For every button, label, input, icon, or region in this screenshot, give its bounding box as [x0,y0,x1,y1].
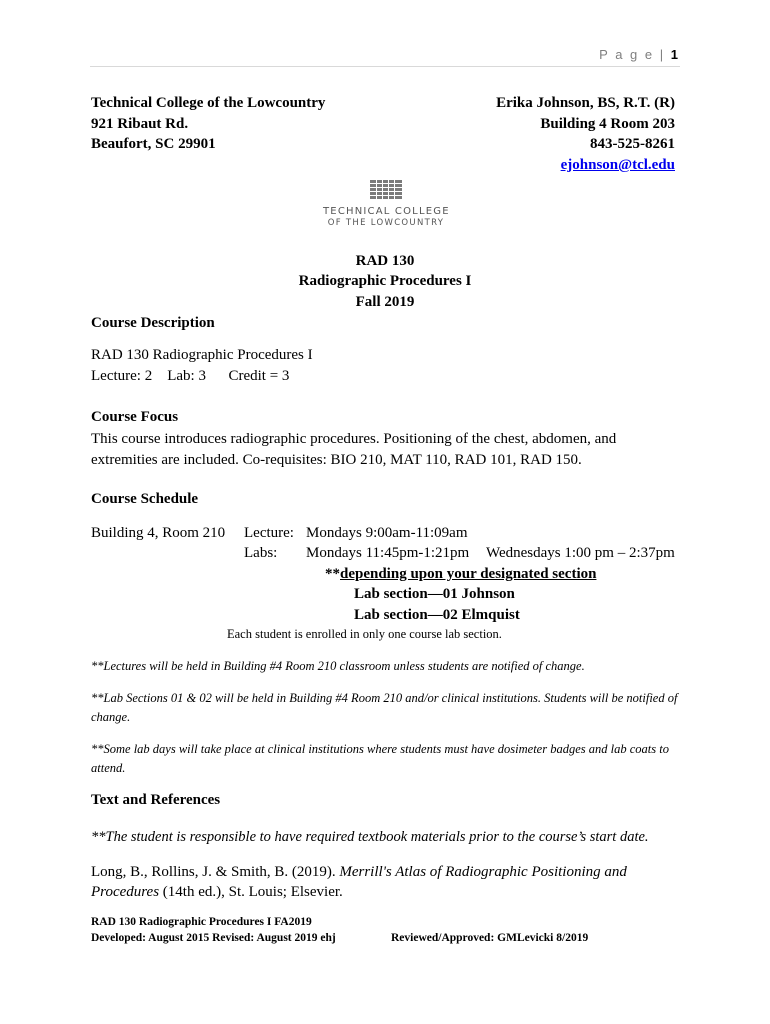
course-term: Fall 2019 [355,294,415,310]
textbook-responsibility-note: **The student is responsible to have required textbook materials prior to the course’s start date. [91,829,649,845]
college-logo [323,178,449,232]
labs-time-monday: Mondays 11:45pm-1:21pm [306,545,470,561]
clinical-note: **Some lab days will take place at clinical institutions where students must have dosimeter badges and lab coats to attend. [91,742,669,775]
section-note-prefix: ** [325,566,340,582]
reference-publisher: (14th ed.), St. Louis; Elsevier. [159,884,343,900]
footer-course-line: RAD 130 Radiographic Procedures I FA2019 [91,916,312,928]
course-code: RAD 130 [355,253,415,269]
page-number-header [599,47,678,62]
lab-section-02: Lab section—02 Elmquist [354,607,520,623]
lecture-time: Mondays 9:00am-11:09am [306,525,468,541]
instructor-email-link[interactable]: ejohnson@tcl.edu [560,157,675,173]
enrollment-note: Each student is enrolled in only one course lab section. [227,627,502,641]
lab-section-01: Lab section—01 Johnson [354,586,515,602]
labs-label: Labs: [244,545,278,561]
course-name: Radiographic Procedures I [298,273,472,289]
section-note [325,566,596,583]
text-references-heading: Text and References [91,792,221,808]
course-hours-line [91,368,289,385]
lecture-location-note: **Lectures will be held in Building #4 Room 210 classroom unless students are notified of change. [91,659,585,673]
instructor-office: Building 4 Room 203 [540,116,675,132]
course-focus-heading: Course Focus [91,409,179,425]
schedule-location: Building 4, Room 210 [91,525,226,541]
course-description-heading: Course Description [91,315,215,331]
college-address-line1: 921 Ribaut Rd. [91,116,189,132]
lecture-label: Lecture: [244,525,294,541]
course-description-line1: RAD 130 Radiographic Procedures I [91,347,313,363]
section-note-text: depending upon your designated section [340,566,597,582]
footer-developed: Developed: August 2015 Revised: August 2019 ehj [91,932,336,944]
header-divider [90,66,680,67]
college-address-line2: Beaufort, SC 29901 [91,136,216,152]
lecture-hours: Lecture: 2 [91,368,153,384]
page-label: P a g e [599,47,655,62]
page-separator: | [659,47,666,62]
course-schedule-heading: Course Schedule [91,491,199,507]
logo-text-line1: TECHNICAL COLLEGE [323,206,450,217]
page-number: 1 [670,47,678,62]
lab-location-note: **Lab Sections 01 & 02 will be held in Building #4 Room 210 and/or clinical institutions. Students will be notified of change. [91,691,678,724]
lab-hours: Lab: 3 [167,368,206,384]
college-name: Technical College of the Lowcountry [91,95,326,111]
reference-title: Merrill's Atlas of Radiographic Positioning and Procedures [91,864,627,900]
instructor-name: Erika Johnson, BS, R.T. (R) [496,95,675,111]
credit-hours: Credit = 3 [228,368,290,384]
logo-text-line2: OF THE LOWCOUNTRY [327,218,445,228]
textbook-reference [91,862,671,902]
footer-reviewed: Reviewed/Approved: GMLevicki 8/2019 [391,932,589,944]
labs-time-wednesday: Wednesdays 1:00 pm – 2:37pm [486,545,675,561]
instructor-phone: 843-525-8261 [590,136,675,152]
course-focus-text: This course introduces radiographic procedures. Positioning of the chest, abdomen, and extremities are included. Co-requisites: BIO 210, MAT 110, RAD 101, RAD 150. [91,431,617,468]
reference-authors: Long, B., Rollins, J. & Smith, B. (2019). [91,864,340,880]
